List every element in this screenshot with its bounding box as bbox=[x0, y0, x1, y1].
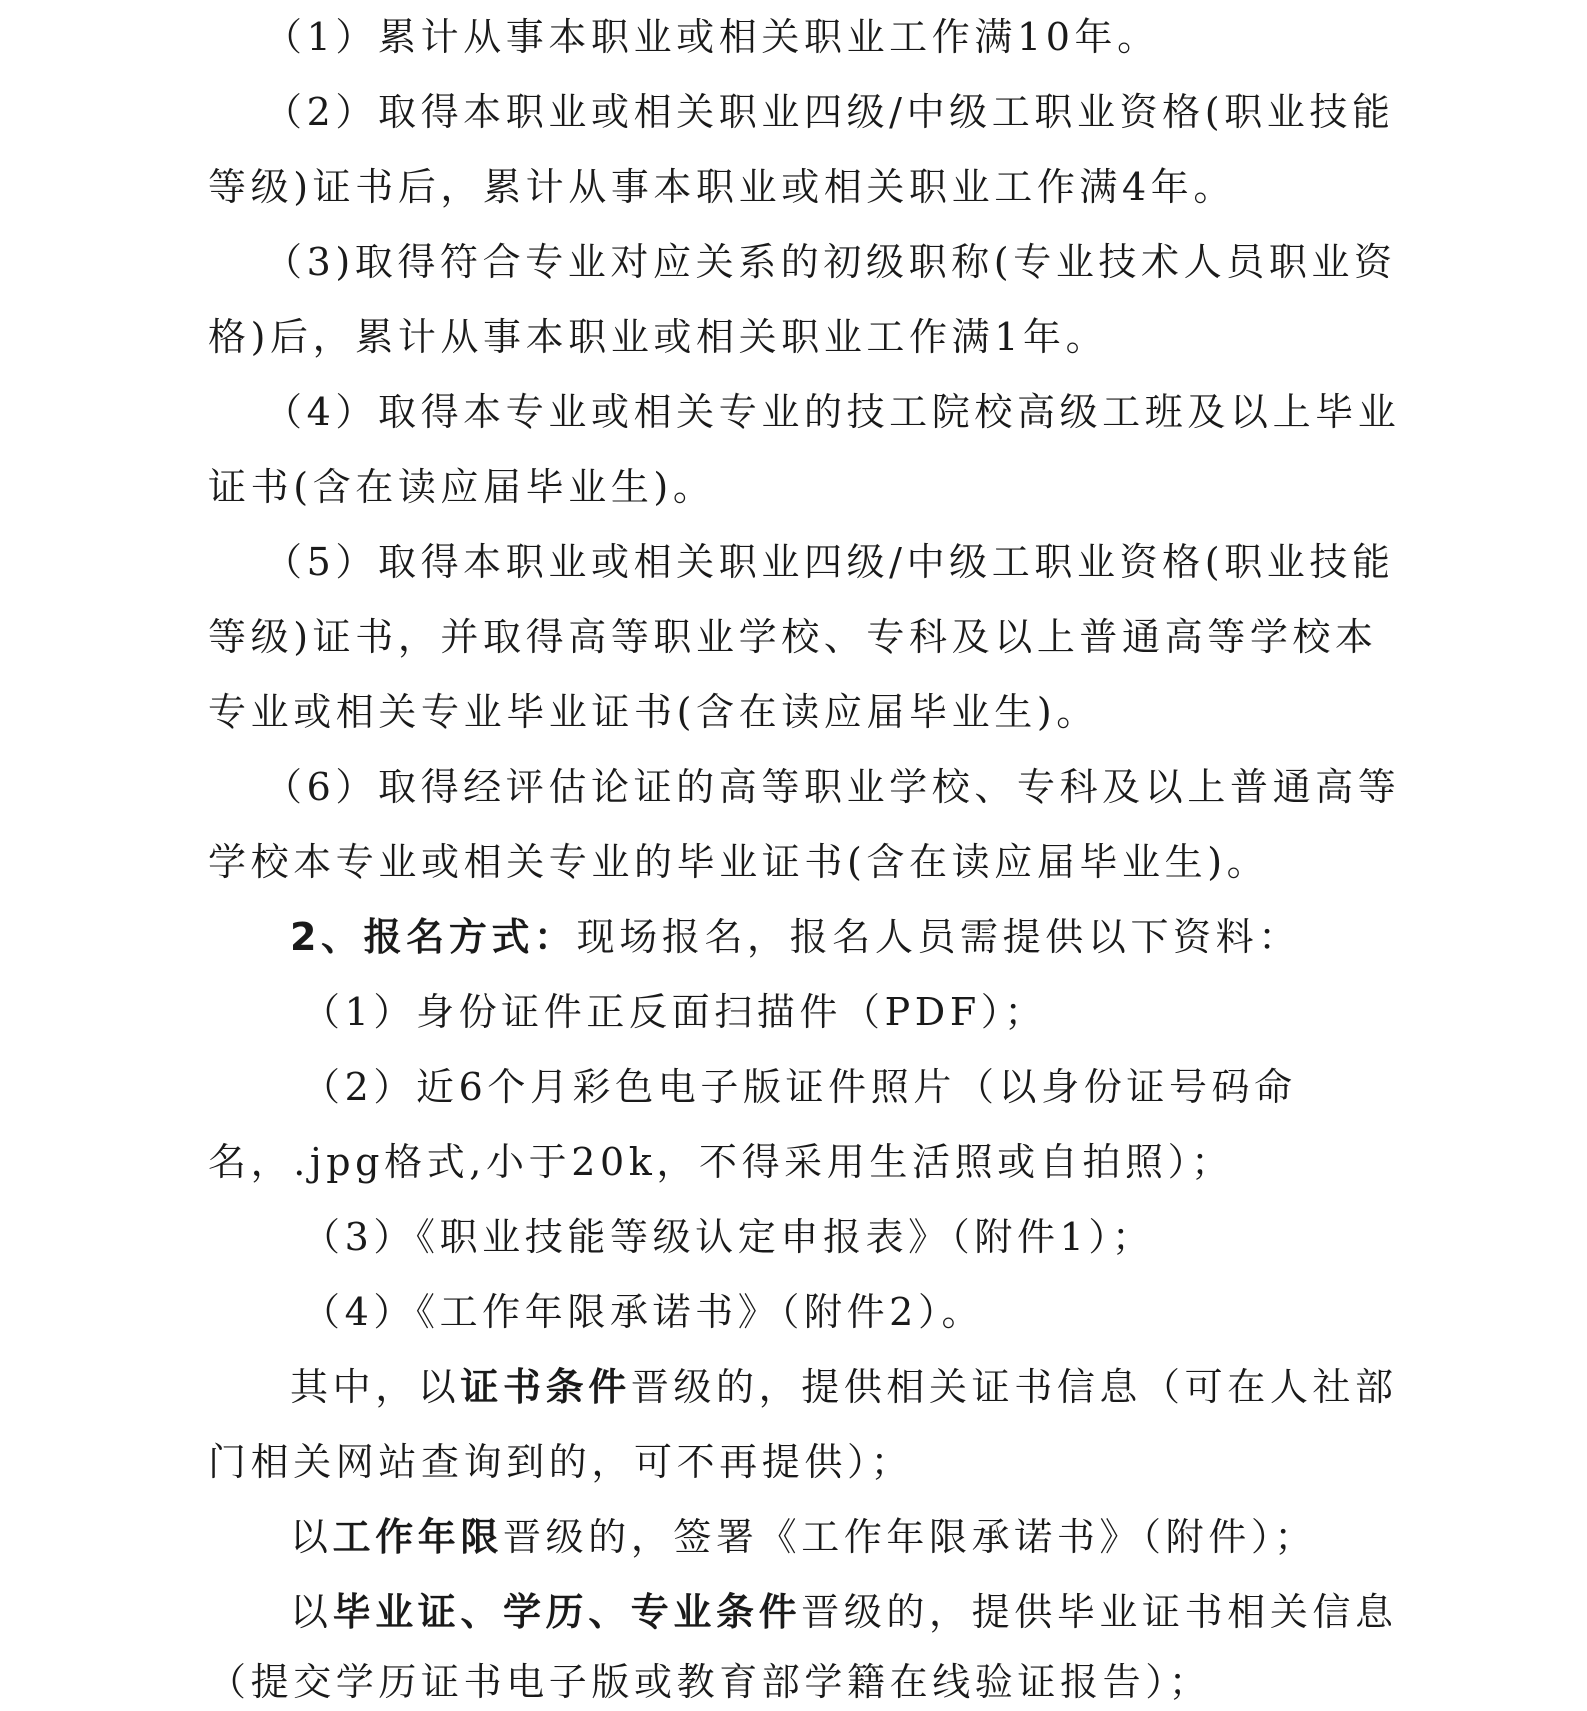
material-3: （3）《职业技能等级认定申报表》（附件1）； bbox=[302, 1215, 1155, 1259]
condition-6-line-1: （6）取得经评估论证的高等职业学校、专科及以上普通高等 bbox=[264, 765, 1401, 809]
condition-6-line-2: 学校本专业或相关专业的毕业证书(含在读应届毕业生)。 bbox=[208, 840, 1270, 884]
cert-text-a: 其中，以 bbox=[290, 1365, 461, 1409]
edu-text-a: 以 bbox=[290, 1590, 333, 1634]
cert-emphasis: 证书条件 bbox=[460, 1365, 631, 1409]
condition-2-line-1: （2）取得本职业或相关职业四级/中级工职业资格(职业技能 bbox=[264, 90, 1395, 134]
registration-heading: 2、报名方式： bbox=[290, 915, 577, 959]
certificate-condition-line-2: 门相关网站查询到的，可不再提供）； bbox=[208, 1440, 914, 1484]
condition-5-line-2: 等级)证书，并取得高等职业学校、专科及以上普通高等学校本 bbox=[208, 615, 1378, 659]
material-4: （4）《工作年限承诺书》（附件2）。 bbox=[302, 1290, 985, 1334]
registration-text: 现场报名，报名人员需提供以下资料： bbox=[576, 915, 1301, 959]
work-emphasis: 工作年限 bbox=[332, 1515, 504, 1559]
certificate-condition-para bbox=[290, 1362, 1470, 1412]
education-line-2: （提交学历证书电子版或教育部学籍在线验证报告）； bbox=[208, 1660, 1212, 1704]
material-2-line-1: （2）近6个月彩色电子版证件照片（以身份证号码命 bbox=[302, 1065, 1297, 1109]
condition-3-line-1: （3)取得符合专业对应关系的初级职称(专业技术人员职业资 bbox=[264, 240, 1397, 284]
condition-2-line-2: 等级)证书后，累计从事本职业或相关职业工作满4年。 bbox=[208, 165, 1237, 209]
registration-method bbox=[290, 912, 1470, 962]
material-1: （1）身份证件正反面扫描件（PDF）； bbox=[302, 990, 1047, 1034]
material-2-line-2: 名，.jpg格式,小于20k，不得采用生活照或自拍照）； bbox=[208, 1140, 1234, 1184]
condition-4-line-2: 证书(含在读应届毕业生)。 bbox=[208, 465, 716, 509]
condition-4-line-1: （4）取得本专业或相关专业的技工院校高级工班及以上毕业 bbox=[264, 390, 1401, 434]
condition-1: （1）累计从事本职业或相关职业工作满10年。 bbox=[264, 15, 1160, 59]
cert-text-c: 晋级的，提供相关证书信息（可在人社部 bbox=[630, 1365, 1398, 1409]
work-text-a: 以 bbox=[290, 1515, 333, 1559]
work-years-para bbox=[290, 1512, 1470, 1562]
work-text-c: 晋级的，签署《工作年限承诺书》（附件）； bbox=[503, 1515, 1318, 1559]
condition-3-line-2: 格)后，累计从事本职业或相关职业工作满1年。 bbox=[208, 315, 1109, 359]
education-para bbox=[290, 1587, 1470, 1637]
condition-5-line-3: 专业或相关专业毕业证书(含在读应届毕业生)。 bbox=[208, 690, 1099, 734]
condition-5-line-1: （5）取得本职业或相关职业四级/中级工职业资格(职业技能 bbox=[264, 540, 1395, 584]
edu-emphasis: 毕业证、学历、专业条件 bbox=[332, 1590, 802, 1634]
edu-text-c: 晋级的，提供毕业证书相关信息 bbox=[801, 1590, 1398, 1634]
